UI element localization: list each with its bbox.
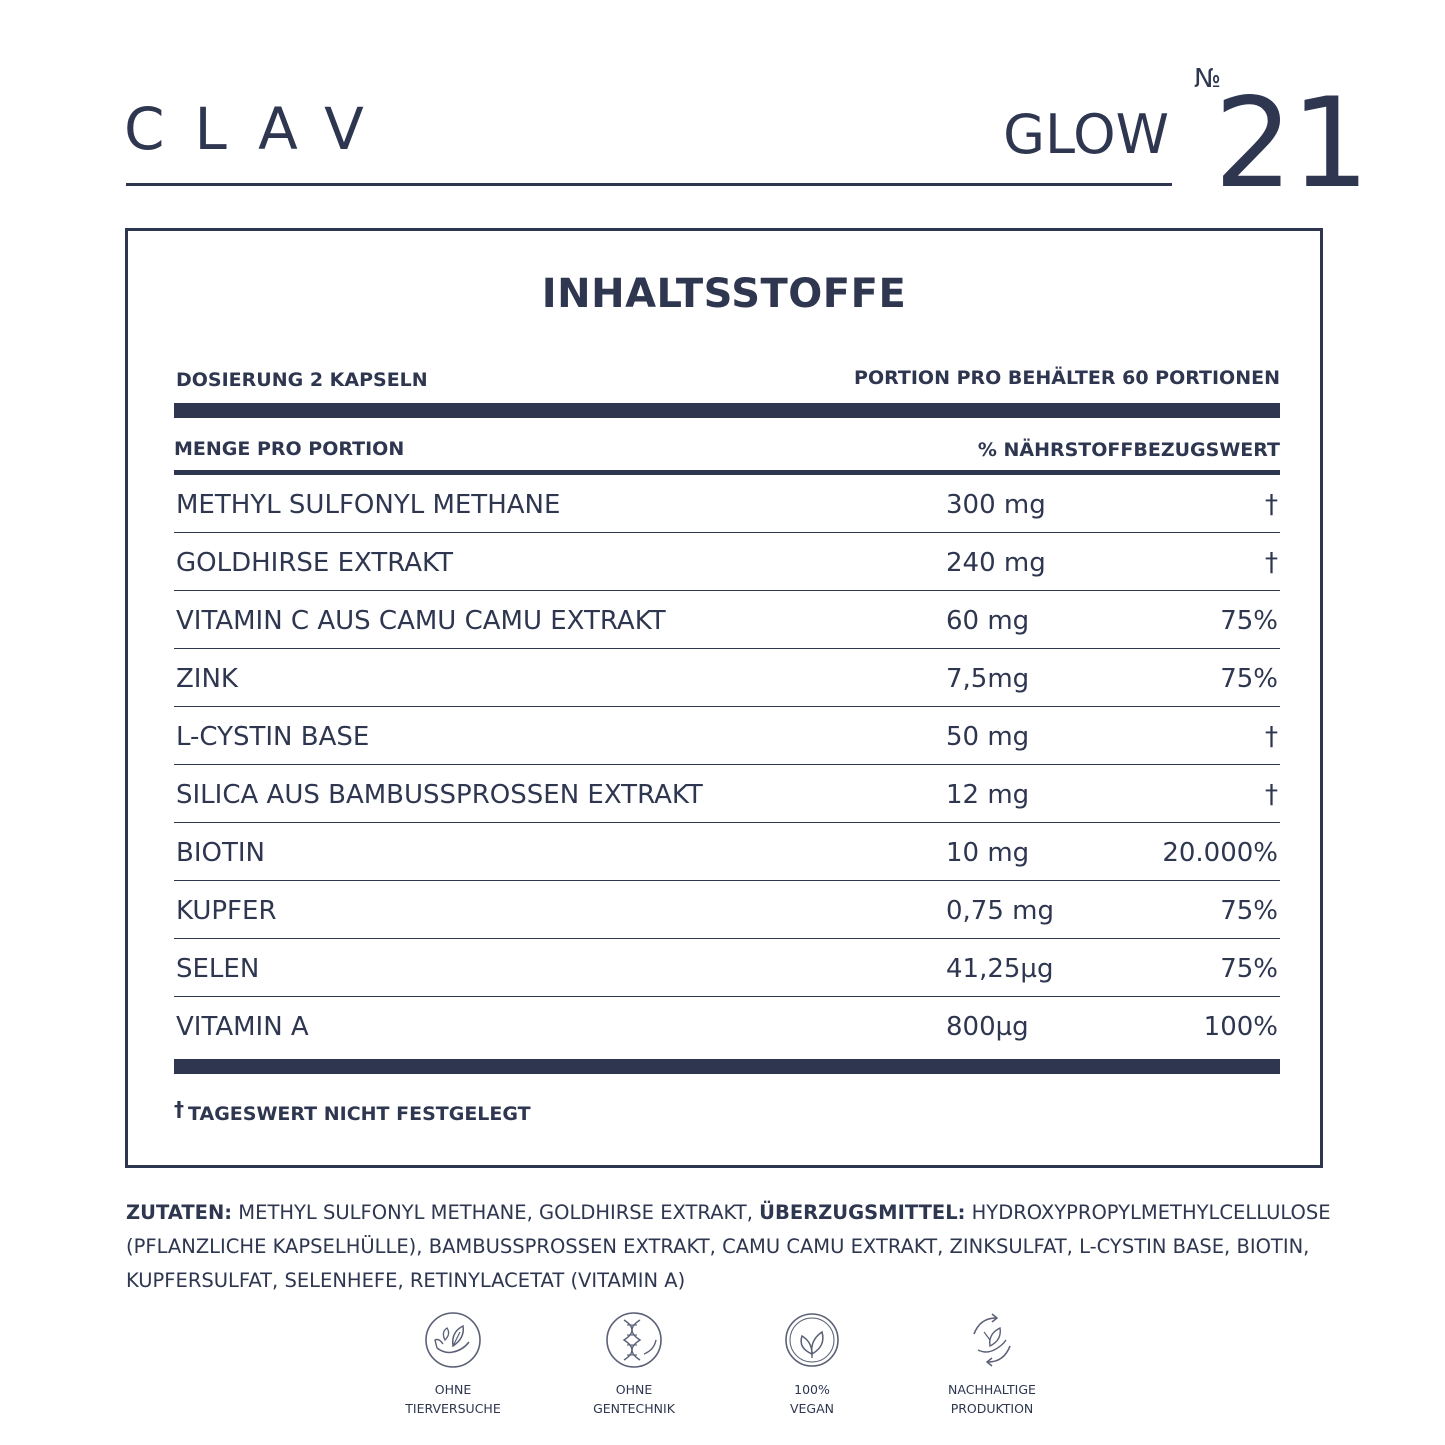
product-name: GLOW: [1003, 103, 1169, 166]
table-row: [174, 881, 1280, 939]
nutrient-reference: 75%: [1220, 954, 1278, 984]
hand-leaf-icon: [423, 1310, 483, 1370]
footnote: [174, 1097, 531, 1125]
nutrient-reference: 75%: [1220, 664, 1278, 694]
table-bottom-bar: [174, 1059, 1280, 1074]
header-divider: [126, 183, 1172, 186]
table-row: [174, 533, 1280, 591]
badge-no-animal-testing: [373, 1310, 533, 1418]
footnote-text: TAGESWERT NICHT FESTGELEGT: [188, 1103, 531, 1125]
nutrient-amount: 800µg: [946, 1012, 1029, 1042]
badge-sustainable-production: [912, 1310, 1072, 1418]
table-row: [174, 475, 1280, 533]
leaf-circle-icon: [782, 1310, 842, 1370]
dosage-label: DOSIERUNG 2 KAPSELN: [176, 369, 428, 391]
column-header-reference: % NÄHRSTOFFBEZUGSWERT: [977, 439, 1280, 461]
dna-hand-icon: [604, 1310, 664, 1370]
nutrient-name: ZINK: [176, 664, 238, 694]
table-top-bar: [174, 403, 1280, 418]
nutrient-name: KUPFER: [176, 896, 277, 926]
nutrient-name: METHYL SULFONYL METHANE: [176, 490, 561, 520]
table-row: [174, 823, 1280, 881]
nutrient-reference: 75%: [1220, 896, 1278, 926]
badge-vegan: [732, 1310, 892, 1418]
nutrient-amount: 240 mg: [946, 548, 1046, 578]
nutrient-name: GOLDHIRSE EXTRAKT: [176, 548, 453, 578]
table-row: [174, 707, 1280, 765]
nutrient-name: SELEN: [176, 954, 260, 984]
nutrient-name: BIOTIN: [176, 838, 265, 868]
nutrient-amount: 300 mg: [946, 490, 1046, 520]
servings-label: PORTION PRO BEHÄLTER 60 PORTIONEN: [854, 367, 1280, 389]
nutrient-reference: †: [1265, 722, 1278, 752]
brand-logo: CLAV: [124, 95, 394, 163]
panel-title: INHALTSSTOFFE: [541, 271, 907, 317]
nutrient-reference: 75%: [1220, 606, 1278, 636]
ingredients-label: ZUTATEN:: [126, 1201, 233, 1224]
nutrient-reference: 20.000%: [1162, 838, 1278, 868]
nutrient-amount: 60 mg: [946, 606, 1030, 636]
nutrient-amount: 50 mg: [946, 722, 1030, 752]
coating-label: ÜBERZUGSMITTEL:: [759, 1201, 966, 1224]
nutrient-name: VITAMIN A: [176, 1012, 309, 1042]
nutrient-amount: 12 mg: [946, 780, 1030, 810]
nutrient-reference: †: [1265, 490, 1278, 520]
ingredients-panel: [125, 228, 1323, 1168]
table-row: [174, 939, 1280, 997]
badge-no-gmo: [554, 1310, 714, 1418]
badge-label: OHNE GENTECHNIK: [593, 1382, 675, 1416]
nutrient-table: [174, 475, 1280, 1055]
product-number: 21: [1214, 72, 1368, 216]
nutrient-amount: 0,75 mg: [946, 896, 1054, 926]
nutrient-amount: 10 mg: [946, 838, 1030, 868]
nutrient-amount: 41,25µg: [946, 954, 1054, 984]
badge-label: 100% VEGAN: [789, 1382, 835, 1416]
recycle-hand-icon: [962, 1310, 1022, 1370]
table-row: [174, 649, 1280, 707]
badge-label: OHNE TIERVERSUCHE: [405, 1382, 501, 1416]
nutrient-name: L-CYSTIN BASE: [176, 722, 370, 752]
nutrient-name: VITAMIN C AUS CAMU CAMU EXTRAKT: [176, 606, 666, 636]
coating-text: HYDROXYPROPYLMETHYLCELLULOSE (PFLANZLICHE KAPSELHÜLLE), BAMBUSSPROSSEN EXTRAKT, CAMU CAMU EXTRAKT, ZINKSULFAT, L-CYSTIN BASE, BIOTIN, KUPFERSULFAT, SELENHEFE, RETINYLACETAT (VITAMIN A): [126, 1201, 1331, 1292]
ingredients-text: METHYL SULFONYL METHANE, GOLDHIRSE EXTRAKT,: [232, 1201, 760, 1224]
nutrient-reference: †: [1265, 780, 1278, 810]
column-header-amount: MENGE PRO PORTION: [174, 438, 405, 460]
nutrient-name: SILICA AUS BAMBUSSPROSSEN EXTRAKT: [176, 780, 703, 810]
nutrient-reference: †: [1265, 548, 1278, 578]
nutrient-reference: 100%: [1203, 1012, 1278, 1042]
table-row: [174, 997, 1280, 1055]
nutrient-amount: 7,5mg: [946, 664, 1030, 694]
footnote-mark: †: [174, 1097, 184, 1121]
ingredient-list: [126, 1196, 1336, 1298]
table-row: [174, 591, 1280, 649]
badge-label: NACHHALTIGE PRODUKTION: [948, 1382, 1036, 1416]
table-row: [174, 765, 1280, 823]
number-sign: №: [1194, 64, 1222, 94]
